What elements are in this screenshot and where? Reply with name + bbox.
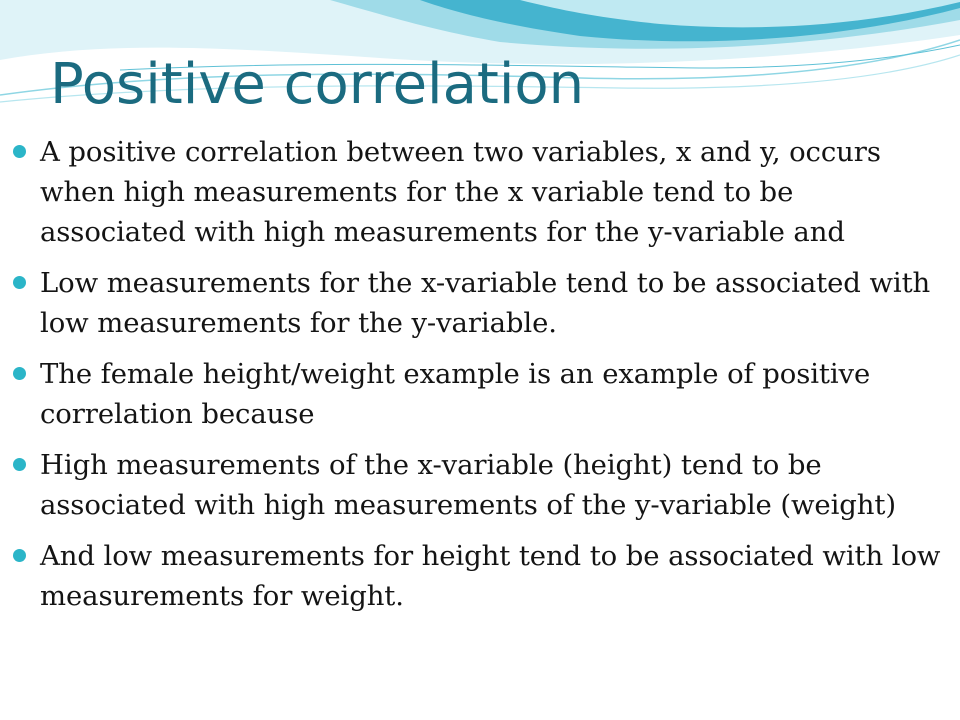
- bullet-dot-icon: [13, 458, 26, 471]
- bullet-item: [40, 132, 945, 252]
- bullet-text: The female height/weight example is an example of positive correlation because: [40, 358, 871, 430]
- bullet-dot-icon: [13, 367, 26, 380]
- bullet-text: Low measurements for the x-variable tend to be associated with low measurements for the y-variable.: [40, 267, 931, 339]
- bullet-text: High measurements of the x-variable (height) tend to be associated with high measurements of the y-variable (weight): [40, 449, 896, 521]
- bullet-item: [40, 263, 945, 343]
- bullet-item: [40, 354, 945, 434]
- bullet-text: A positive correlation between two variables, x and y, occurs when high measurements for the x variable tend to be associated with high measurements for the y-variable and: [40, 136, 881, 248]
- bullet-dot-icon: [13, 145, 26, 158]
- slide-title: Positive correlation: [50, 52, 585, 117]
- bullet-text: And low measurements for height tend to be associated with low measurements for weight.: [40, 540, 941, 612]
- bullet-dot-icon: [13, 276, 26, 289]
- bullet-dot-icon: [13, 549, 26, 562]
- bullet-item: [40, 536, 945, 616]
- bullet-item: [40, 445, 945, 525]
- bullet-list: [40, 132, 945, 627]
